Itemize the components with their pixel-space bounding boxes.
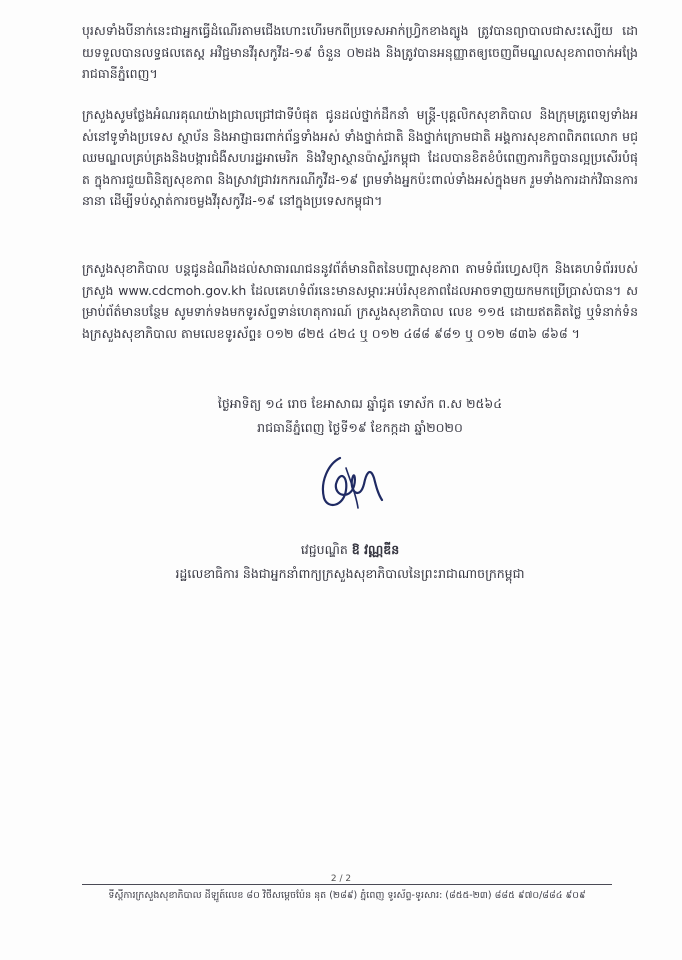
handwritten-signature [310, 450, 390, 520]
date-block [140, 392, 580, 440]
paragraph-acknowledgements: ក្រសួងសូមថ្លែងអំណរគុណយ៉ាងជ្រាលជ្រៅជាទីបំផុត ជូនដល់ថ្នាក់ដឹកនាំ មន្ត្រី-បុគ្គលិកសុខាភិបាល និងក្រុមគ្រូពេទ្យទាំងអស់នៅទូទាំងប្រទេស ស្ថាប័ន និងអាជ្ញាធរពាក់ព័ន្ធទាំងអស់ ទាំងថ្នាក់ជាតិ និងថ្នាក់ក្រោមជាតិ អង្គការសុខភាពពិភពលោក មជ្ឈមណ្ឌលគ្រប់គ្រងនិងបង្ការជំងឺសហរដ្ឋអាមេរិក និងវិទ្យាស្ថានប៉ាស្ទ័រកម្ពុជា ដែលបានខិតខំបំពេញភារកិច្ចបានល្អប្រសើរបំផុត ក្នុងការជួយពិនិត្យសុខភាព និងស្រាវជ្រាវរកករណីកូវីដ-១៩ ព្រមទាំងអ្នកប៉ះពាល់ទាំងអស់ក្នុងមក រួមទាំងការដាក់វិធានការនានា ដើម្បីទប់ស្កាត់ការចម្លងវីរុសកូវីដ-១៩ នៅក្នុងប្រទេសកម្ពុជា។ [82, 107, 638, 208]
footer-address: ទីស្តីការក្រសួងសុខាភិបាល ដីឡូត៍លេខ ៨០ វិថីសម្តេចប៉ែន នុត (២៨៩) ភ្នំពេញ ទូរស័ព្ទ-ទូរសារ: (៨៥៥-២៣) ៨៨៥ ៩៧០/៨៨៤ ៩០៩ [108, 890, 586, 901]
lunar-date: ថ្ងៃអាទិត្យ ១៤ រោច ខែអាសាឍ ឆ្នាំជូត ទោស័ក ព.ស ២៥៦៤ [217, 396, 503, 411]
paragraph-contact-info: ក្រសួងសុខាភិបាល បន្តជូនដំណឹងដល់សាធារណជននូវព័ត៌មានពិតនៃបញ្ហាសុខភាព តាមទំព័រហ្វេសប៊ុក និងគេហទំព័ររបស់ក្រសួង www.cdcmoh.gov.kh ដែលគេហទំព័រនេះមានសម្ភារៈអប់រំសុខភាពដែលអាចទាញយកមកប្រើប្រាស់បាន។ សម្រាប់ព័ត៌មានបន្ថែម សូមទាក់ទងមកទូរស័ព្ទទាន់ហេតុការណ៍ ក្រសួងសុខាភិបាល លេខ ១១៥ ដោយឥតគិតថ្លៃ ឬទំនាក់ទំនងក្រសួងសុខាភិបាល តាមលេខទូរស័ព្ទ៖ ០១២ ៨២៥ ៤២៤ ឬ ០១២ ៤៨៨ ៩៨១ ឬ ០១២ ៨៣៦ ៨៦៨ ។ [82, 261, 638, 341]
signer-title: វេជ្ជបណ្ឌិត [300, 542, 348, 557]
signer-block [120, 538, 580, 586]
footer-divider [82, 884, 612, 885]
signer-name-line [120, 538, 580, 562]
paragraph-recovered-patients: បុរសទាំងបីនាក់នេះជាអ្នកធ្វើដំណើរតាមជើងហោះហើរមកពីប្រទេសអាក់ហ្វ្រិកខាងត្បូង ត្រូវបានព្យាបាលជាសះស្បើយ ដោយទទួលបានលទ្ធផលតេស្ត អវិជ្ជមានវីរុសកូវីដ-១៩ ចំនួន ០២ដង និងត្រូវបានអនុញ្ញាតឲ្យចេញពីមណ្ឌលសុខភាពចាក់អង្រែ រាជធានីភ្នំពេញ។ [82, 23, 638, 81]
solar-date: រាជធានីភ្នំពេញ ថ្ងៃទី១៩ ខែកក្កដា ឆ្នាំ២០២០ [257, 420, 463, 435]
signer-position: រដ្ឋលេខាធិការ និងជាអ្នកនាំពាក្យក្រសួងសុខាភិបាលនៃព្រះរាជាណាចក្រកម្ពុជា [175, 566, 525, 581]
signer-name: ឱ វណ្ណឌីន [351, 542, 400, 557]
page-number: 2 / 2 [330, 874, 352, 884]
